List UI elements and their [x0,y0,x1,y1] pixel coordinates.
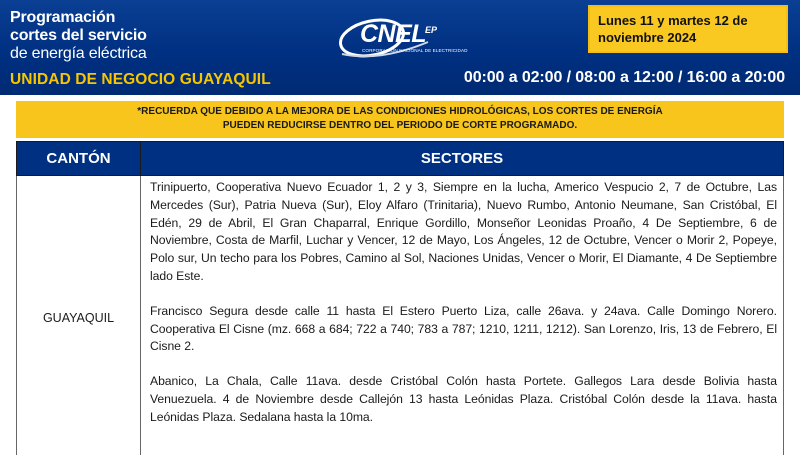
header-banner [0,0,800,95]
notice-banner [16,101,784,138]
table-header-row [17,142,784,176]
sectors-cell [141,176,784,455]
logo-subtitle: CORPORACIÓN NACIONAL DE ELECTRICIDAD [362,48,468,53]
table-row [17,176,784,455]
header-sectors: SECTORES [141,142,784,176]
sector-paragraph: Francisco Segura desde calle 11 hasta El Estero Puerto Liza, calle 26ava. y 24ava. Calle Domingo Norero. Cooperativa El Cisne (mz. 668 a 684; 722 a 740; 783 a 787; 1210, 1211, 1212). San Lorenzo, Iris, 13 de Febrero, El Cisne 2. [150,303,777,354]
business-unit-label: UNIDAD DE NEGOCIO GUAYAQUIL [10,71,271,88]
title-line-1: Programación [10,9,116,26]
outage-hours: 00:00 a 02:00 / 08:00 a 12:00 / 16:00 a 20:00 [463,69,785,86]
title-line-2: cortes del servicio [10,27,147,44]
date-box: Lunes 11 y martes 12 de noviembre 2024 [588,5,788,53]
sector-paragraph: Trinipuerto, Cooperativa Nuevo Ecuador 1, 2 y 3, Siempre en la lucha, Americo Vespucio 2, 7 de Octubre, Las Mercedes (Sur), Patria Nueva (Sur), Eloy Alfaro (Trinitaria), Nuevo Rumbo, Antonio Neumane, San Cristóbal, El Edén, 29 de Abril, El Gran Chaparral, Enrique Gordillo, Monseñor Leonidas Proaño, 4 De Septiembre, 6 de Noviembre, Costa de Marfil, Luchar y Vencer, 12 de Mayo, Los Ángeles, 12 de Octubre, Vencer o Morir 2, Popeye, Polo sur, Un techo para los Pobres, Camino al Sol, Naciones Unidas, Vencer o Morir, El Diamante, 4 De Septiembre lado Este. [150,180,777,283]
logo-suffix: EP [425,25,438,35]
sector-paragraph: Abanico, La Chala, Calle 11ava. desde Cristóbal Colón hasta Portete. Gallegos Lara desde Bolivia hasta Venuezuela. 4 de Noviembre desde Callejón 13 hasta Leónidas Plaza. Cristóbal Colón desde la 11ava. hasta Leónidas Plaza. Sedalana hasta la 10ma. [150,374,777,424]
notice-line-1: *RECUERDA QUE DEBIDO A LA MEJORA DE LAS CONDICIONES HIDROLÓGICAS, LOS CORTES DE ENERGÍA [137,106,663,117]
notice-line-2: PUEDEN REDUCIRSE DENTRO DEL PERIODO DE CORTE PROGRAMADO. [222,120,578,131]
header-canton: CANTÓN [17,142,141,176]
title-block [10,9,147,63]
title-line-3: de energía eléctrica [10,45,147,62]
schedule-table [16,141,784,455]
logo-text: CNEL [360,20,427,48]
canton-cell: GUAYAQUIL [17,176,141,455]
